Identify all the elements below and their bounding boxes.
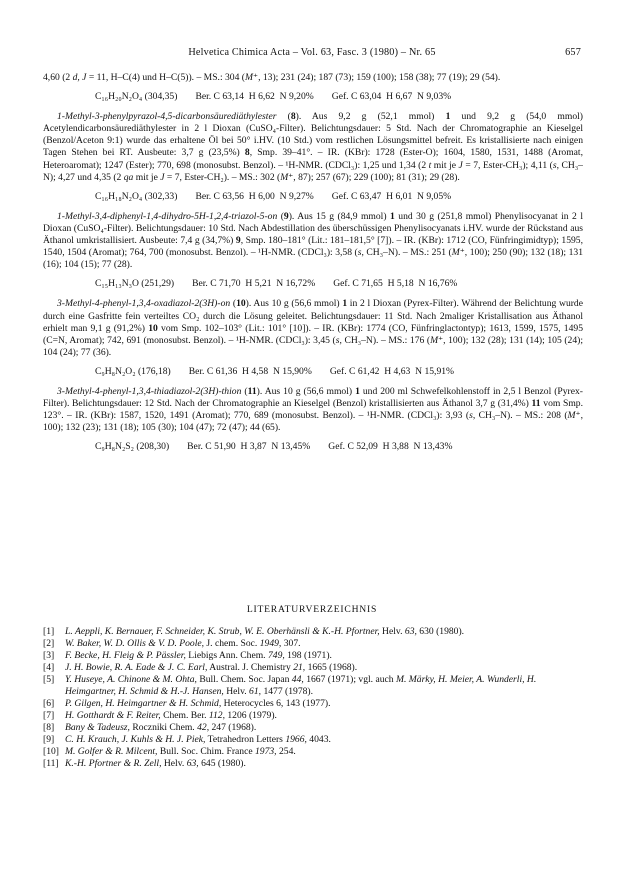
text-run: Helv. xyxy=(161,758,187,769)
reference-list xyxy=(43,626,583,770)
text-run: ⁺, 13); 231 (24); 187 (73); 159 (100); 158 (38); 77 (19); 29 (54). xyxy=(253,72,501,83)
italic-text: Bany & Tadeusz, xyxy=(65,722,130,733)
italic-text: J xyxy=(160,171,165,183)
compound-number: 8 xyxy=(290,111,296,123)
text-run: mit je xyxy=(133,171,161,183)
reference-item xyxy=(43,650,583,662)
compound-number: 10 xyxy=(148,322,158,334)
running-header xyxy=(43,47,581,61)
italic-text: 21, xyxy=(293,662,306,673)
text-run: Bull. Chem. Soc. Japan xyxy=(196,674,292,685)
italic-text: 1-Methyl-3,4-diphenyl-1,4-dihydro-5H-1,2,4-triazol-5-on xyxy=(57,210,278,222)
text-run: , Smp. 39–41°. – IR. (KBr): 1728 (Ester-O); 1604, 1580, 1531, 1488 (Aromat, Heteroaromat); 1247 (Ester); 770, 698 (monosubst. Benzol). – ¹H-NMR. (CDCl₃): 1,25 und 1,34 (2 xyxy=(43,147,583,171)
reference-item xyxy=(43,638,583,650)
text-run: Roczniki Chem. xyxy=(129,722,198,733)
analysis-formula: C₉H₈N₂O₂ (176,18) xyxy=(95,365,171,377)
italic-text: 1-Methyl-3-phenylpyrazol-4,5-dicarbonsäurediäthylester xyxy=(57,111,277,123)
reference-item xyxy=(43,746,583,758)
italic-text: 42, xyxy=(197,722,210,733)
italic-text: d, J xyxy=(72,72,87,83)
text-run: Helv. xyxy=(223,686,250,697)
text-run: ( xyxy=(230,298,237,310)
text-run: Austral. J. Chemistry xyxy=(207,662,294,673)
procedure-paragraph xyxy=(43,72,583,84)
analysis-gef: Gef. C 63,04 H 6,67 N 9,03% xyxy=(331,91,452,103)
italic-text: F. Becke, H. Fleig & P. Pässler, xyxy=(65,650,186,661)
text-run: 198 (1971). xyxy=(284,650,332,661)
analysis-formula: C₁₆H₁₈N₂O₄ (302,33) xyxy=(95,190,178,202)
analysis-ber: Ber. C 63,14 H 6,62 N 9,20% xyxy=(195,91,314,103)
experimental-section xyxy=(43,72,583,461)
text-run: , CH₃–N). – MS.: 176 ( xyxy=(339,334,431,346)
italic-text: H. Gotthardt & F. Reiter, xyxy=(65,710,161,721)
procedure-paragraph xyxy=(43,111,583,184)
analysis-formula: C₉H₈N₂S₂ (208,30) xyxy=(95,441,170,453)
italic-text: J. H. Bowie, R. A. Eade & J. C. Earl, xyxy=(65,662,208,673)
italic-text: 44, xyxy=(291,674,304,685)
italic-text: s xyxy=(357,247,362,259)
reference-number: [9] xyxy=(43,734,55,745)
italic-text: 749, xyxy=(267,650,285,661)
text-run: 1477 (1978). xyxy=(261,686,314,697)
italic-text: J xyxy=(458,159,463,171)
reference-number: [3] xyxy=(43,650,55,661)
text-run: ( xyxy=(241,385,248,397)
italic-text: M. Golfer & R. Milcent, xyxy=(65,746,158,757)
reference-item xyxy=(43,698,583,710)
italic-text: L. Aeppli, K. Bernauer, F. Schneider, K. Strub, W. E. Oberhänsli & K.-H. Pfortner, xyxy=(65,626,380,637)
procedure-paragraph xyxy=(43,298,583,358)
text-run: ( xyxy=(276,111,291,123)
text-run: ⁺, 100); 132 (23); 131 (18); 105 (30); 104 (47); 72 (47); 44 (65). xyxy=(43,410,583,434)
text-run: 307. xyxy=(281,638,301,649)
reference-number: [5] xyxy=(43,674,55,685)
text-run: mit je xyxy=(431,159,459,171)
analysis-ber: Ber. C 61,36 H 4,58 N 15,90% xyxy=(188,365,312,377)
analysis-ber: Ber. C 63,56 H 6,00 N 9,27% xyxy=(195,190,314,202)
analysis-gef: Gef. C 52,09 H 3,88 N 13,43% xyxy=(328,441,453,453)
text-run: ⁺, 100); 250 (90); 132 (18); 131 (16); 104 (15); 77 (28). xyxy=(43,247,583,271)
text-run: und 200 ml Schwefelkohlenstoff in 2,5 l Benzol (Pyrex-Filter). Belichtungsdauer: 12 Std. Nach der Chromatographie an Kieselgel (Benzol) kristallisierten aus Äthanol 3,7 g (31,4%) xyxy=(43,385,583,410)
compound-number: 11 xyxy=(531,398,541,410)
italic-text: qa xyxy=(123,171,134,183)
italic-text: 1966, xyxy=(285,734,307,745)
text-run: 247 (1968). xyxy=(209,722,257,733)
compound-number: 1 xyxy=(355,385,360,397)
text-run: Heterocycles 6, 143 (1977). xyxy=(221,698,331,709)
text-run: 1206 (1979). xyxy=(224,710,277,721)
reference-number: [4] xyxy=(43,662,55,673)
compound-number: 1 xyxy=(445,111,451,123)
italic-text: K.-H. Pfortner & R. Zell, xyxy=(65,758,162,769)
italic-text: t xyxy=(428,159,432,171)
elemental-analysis xyxy=(43,366,583,378)
analysis-formula: C₁₅H₁₃N₃O (251,29) xyxy=(95,278,175,290)
reference-number: [2] xyxy=(43,638,55,649)
text-run: 1665 (1968). xyxy=(305,662,358,673)
text-run: ( xyxy=(277,210,284,222)
italic-text: M. Märky, H. Meier, A. Wunderli, H. Heimgartner, H. Schmid & H.-J. Hansen, xyxy=(65,674,537,697)
text-run: ). Aus 10 g (56,6 mmol) xyxy=(256,385,356,397)
text-run: ). Aus 10 g (56,6 mmol) xyxy=(245,298,343,310)
references-heading: LITERATURVERZEICHNIS xyxy=(246,604,378,615)
italic-text: M xyxy=(451,247,460,259)
italic-text: 1973, xyxy=(254,746,277,757)
text-run: Bull. Soc. Chim. France xyxy=(157,746,255,757)
text-run: ). Aus 9,2 g (52,1 mmol) xyxy=(295,111,446,123)
reference-item xyxy=(43,710,583,722)
compound-number: 8 xyxy=(244,147,250,159)
italic-text: M xyxy=(567,410,576,422)
reference-item xyxy=(43,674,583,698)
elemental-analysis xyxy=(43,91,583,103)
text-run: = 7, Ester-CH₂). – MS.: 302 ( xyxy=(164,171,281,183)
procedure-paragraph xyxy=(43,211,583,271)
analysis-gef: Gef. C 61,42 H 4,63 N 15,91% xyxy=(329,365,455,377)
text-run: 4,60 (2 xyxy=(43,72,73,83)
reference-number: [6] xyxy=(43,698,55,709)
elemental-analysis xyxy=(43,278,583,290)
analysis-gef: Gef. C 71,65 H 5,18 N 16,76% xyxy=(333,278,458,290)
compound-number: 1 xyxy=(342,298,348,310)
text-run: Tetrahedron Letters xyxy=(205,734,286,745)
analysis-formula: C₁₆H₂₀N₂O₄ (304,35) xyxy=(95,91,178,103)
italic-text: s xyxy=(469,410,473,422)
text-run: , CH₃–N). – MS.: 208 ( xyxy=(472,410,568,422)
text-run: 254. xyxy=(276,746,296,757)
text-run: J. chem. Soc. xyxy=(204,638,260,649)
italic-text: W. Baker, W. D. Ollis & V. D. Poole, xyxy=(65,638,205,649)
text-run: in 2 l Dioxan (Pyrex-Filter). Während der Belichtung wurde durch eine Gasfritte fein verteiltes CO₂ durch die Lösung geleitet. Belichtungsdauer: 11 Std. Nach 2maliger Kristallisation aus Äthanol erhielt man 9,1 g (91,2%) xyxy=(43,298,583,334)
compound-number: 1 xyxy=(390,210,395,222)
text-run: ⁺, 100); 132 (28); 131 (14); 105 (24); 104 (24); 77 (36). xyxy=(43,334,583,358)
compound-number: 10 xyxy=(236,298,246,310)
text-run: Liebigs Ann. Chem. xyxy=(185,650,268,661)
italic-text: Y. Huseye, A. Chinone & M. Ohta, xyxy=(65,674,197,685)
reference-item xyxy=(43,734,583,746)
text-run: ). Aus 15 g (84,9 mmol) xyxy=(288,210,391,222)
analysis-ber: Ber. C 71,70 H 5,21 N 16,72% xyxy=(192,278,316,290)
reference-item xyxy=(43,758,583,770)
compound-number: 9 xyxy=(283,210,289,222)
compound-number: 11 xyxy=(247,385,257,397)
text-run: 645 (1980). xyxy=(198,758,246,769)
italic-text: s xyxy=(552,159,557,171)
italic-text: 112, xyxy=(208,710,225,721)
text-run: 4043. xyxy=(306,734,331,745)
text-run: 1667 (1971); vgl. auch xyxy=(303,674,396,685)
reference-number: [1] xyxy=(43,626,55,637)
italic-text: M xyxy=(245,72,253,83)
text-run: , CH₃–N). – MS.: 251 ( xyxy=(361,247,452,259)
reference-number: [11] xyxy=(43,758,59,769)
text-run: und 30 g (251,8 mmol) Phenylisocyanat in 2 l Dioxan (CuSO₄-Filter). Belichtungsdauer: 10 Std. Nach Abdestillation des überschüssigen Phenylisocyanats i.HV. wurde der Rückstand aus Äthanol umkristallisiert. Ausbeute: 7,4 g (34,7%) xyxy=(43,210,583,247)
italic-text: P. Gilgen, H. Heimgartner & H. Schmid, xyxy=(65,698,222,709)
italic-text: 61, xyxy=(249,686,262,697)
text-run: = 7, Ester-CH₃); 4,11 ( xyxy=(462,159,553,171)
italic-text: 3-Methyl-4-phenyl-1,3,4-thiadiazol-2(3H)-thion xyxy=(57,385,242,397)
text-run: Chem. Ber. xyxy=(160,710,209,721)
procedure-paragraph xyxy=(43,386,583,434)
italic-text: 63, xyxy=(404,626,417,637)
text-run: 630 (1980). xyxy=(416,626,465,637)
reference-item xyxy=(43,722,583,734)
text-run: vom Smp. 123°. – IR. (KBr): 1587, 1520, 1491 (Aromat); 770, 689 (monosubst. Benzol). – ¹H-NMR. (CDCl₃): 3,93 ( xyxy=(43,398,583,422)
reference-item xyxy=(43,662,583,674)
text-run: und 9,2 g (54,0 mmol) Acetylendicarbonsäurediäthylester in 2 l Dioxan (CuSO₄-Filter). Belichtungsdauer: 5 Std. Nach der Chromatographie an Kieselgel (Benzol/Aceton 9:1) wurde das erhaltene Öl bei 50° i.HV. (10 Std.) vom restlichen Lösungsmittel befreit. Es kristallisierte nach einigen Tagen Stehen bei RT. Ausbeute: 3,7 g (23,5%) xyxy=(43,111,583,159)
italic-text: 3-Methyl-4-phenyl-1,3,4-oxadiazol-2(3H)-on xyxy=(57,298,231,310)
italic-text: M xyxy=(280,171,289,183)
italic-text: M xyxy=(430,334,439,346)
page-number: 657 xyxy=(565,47,581,58)
text-run: = 11, H–C(4) und H–C(5)). – MS.: 304 ( xyxy=(86,72,245,83)
italic-text: 1949, xyxy=(259,638,282,649)
elemental-analysis xyxy=(43,441,583,453)
elemental-analysis xyxy=(43,191,583,203)
reference-number: [10] xyxy=(43,746,59,757)
text-run: vom Smp. 102–103° (Lit.: 101° [10]). – IR. (KBr): 1774 (CO, Fünfringlactontyp); 1613, 1599, 1575, 1495 (C=N, Aromat); 742, 691 (monosubst. Benzol). – ¹H-NMR. (CDCl₃): 3,45 ( xyxy=(43,322,583,346)
italic-text: s xyxy=(335,334,340,346)
text-run: Helv. xyxy=(379,626,405,637)
reference-number: [7] xyxy=(43,710,55,721)
reference-item xyxy=(43,626,583,638)
italic-text: 63, xyxy=(186,758,199,769)
journal-citation: Helvetica Chimica Acta – Vol. 63, Fasc. 3 (1980) – Nr. 65 xyxy=(188,47,436,58)
compound-number: 9 xyxy=(235,235,241,247)
text-run: , CH₃–N); 4,27 und 4,35 (2 xyxy=(43,159,583,183)
reference-number: [8] xyxy=(43,722,55,733)
analysis-ber: Ber. C 51,90 H 3,87 N 13,45% xyxy=(187,441,311,453)
analysis-gef: Gef. C 63,47 H 6,01 N 9,05% xyxy=(331,190,452,202)
italic-text: C. H. Krauch, J. Kuhls & H. J. Piek, xyxy=(65,734,206,745)
text-run: ⁺, 87); 257 (67); 229 (100); 81 (31); 29 (28). xyxy=(288,171,460,183)
text-run: , Smp. 180–181° (Lit.: 181–181,5° [7]). – IR. (KBr): 1712 (CO, Fünfringimidtyp); 1595, 1540, 1504 (Aromat); 764, 700 (monosubst. Benzol). – ¹H-NMR. (CDCl₃): 3,58 ( xyxy=(43,235,583,259)
